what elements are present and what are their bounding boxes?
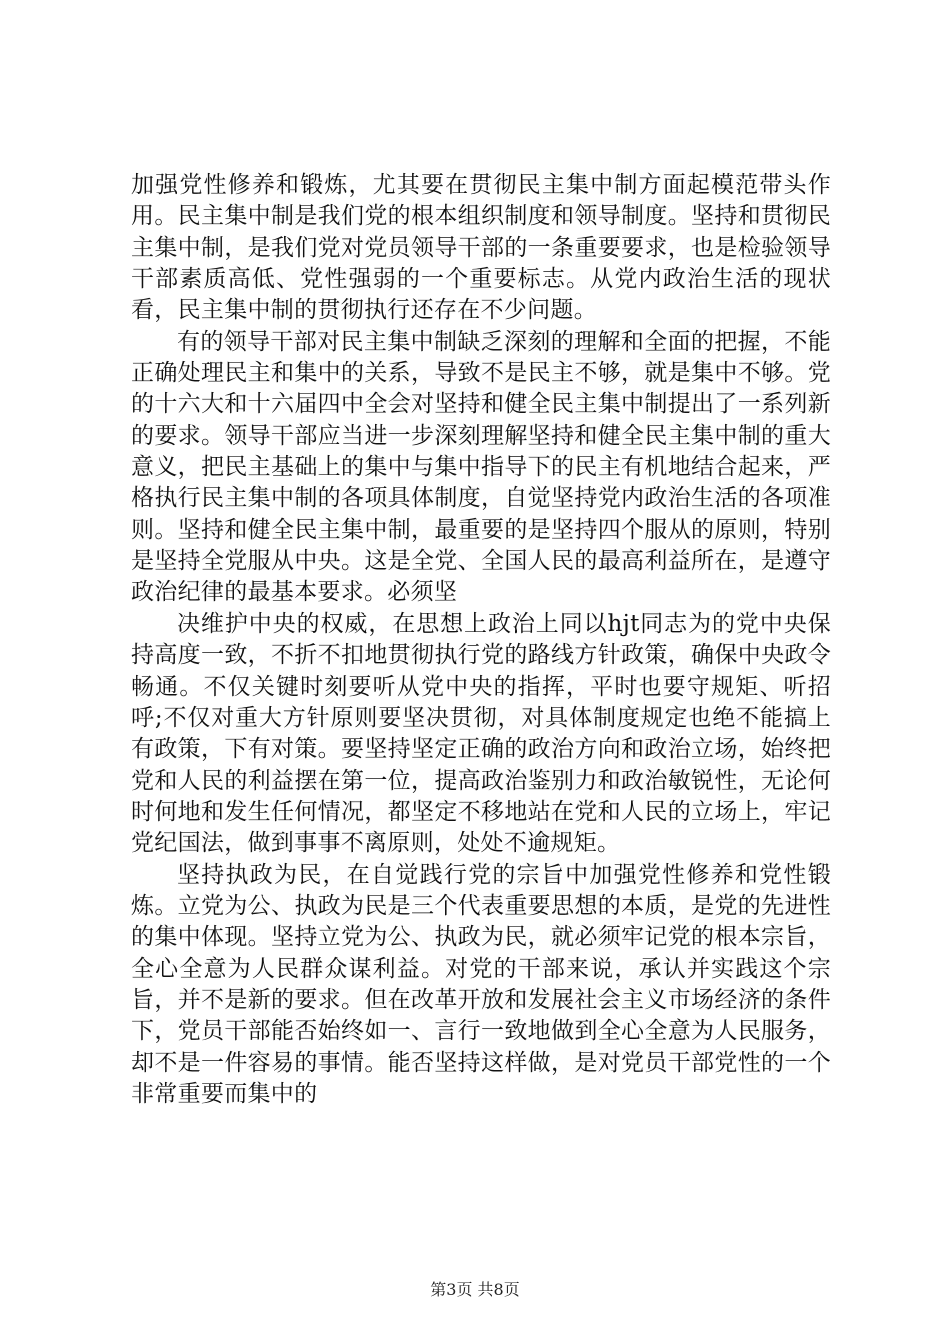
paragraph-2: 有的领导干部对民主集中制缺乏深刻的理解和全面的把握，不能正确处理民主和集中的关系，导致不是民主不够，就是集中不够。党的十六大和十六届四中全会对坚持和健全民主集中制提出了一系列新的要求。领导干部应当进一步深刻理解坚持和健全民主集中制的重大意义，把民主基础上的集中与集中指导下的民主有机地结合起来，严格执行民主集中制的各项具体制度，自觉坚持党内政治生活的各项准则。坚持和健全民主集中制，最重要的是坚持四个服从的原则，特别是坚持全党服从中央。这是全党、全国人民的最高利益所在，是遵守政治纪律的最基本要求。必须坚 (131, 328, 831, 606)
document-body (131, 170, 831, 1110)
paragraph-3: 决维护中央的权威，在思想上政治上同以hjt同志为的党中央保持高度一致，不折不扣地贯彻执行党的路线方针政策，确保中央政令畅通。不仅关键时刻要听从党中央的指挥，平时也要守规矩、听招呼;不仅对重大方针原则要坚决贯彻，对具体制度规定也绝不能搞上有政策，下有对策。要坚持坚定正确的政治方向和政治立场，始终把党和人民的利益摆在第一位，提高政治鉴别力和政治敏锐性，无论何时何地和发生任何情况，都坚定不移地站在党和人民的立场上，牢记党纪国法，做到事事不离原则，处处不逾规矩。 (131, 610, 831, 857)
paragraph-4: 坚持执政为民，在自觉践行党的宗旨中加强党性修养和党性锻炼。立党为公、执政为民是三个代表重要思想的本质，是党的先进性的集中体现。坚持立党为公、执政为民，就必须牢记党的根本宗旨，全心全意为人民群众谋利益。对党的干部来说，承认并实践这个宗旨，并不是新的要求。但在改革开放和发展社会主义市场经济的条件下，党员干部能否始终如一、言行一致地做到全心全意为人民服务，却不是一件容易的事情。能否坚持这样做，是对党员干部党性的一个非常重要而集中的 (131, 861, 831, 1107)
paragraph-1: 加强党性修养和锻炼，尤其要在贯彻民主集中制方面起模范带头作用。民主集中制是我们党的根本组织制度和领导制度。坚持和贯彻民主集中制，是我们党对党员领导干部的一条重要要求，也是检验领导干部素质高低、党性强弱的一个重要标志。从党内政治生活的现状看，民主集中制的贯彻执行还存在不少问题。 (131, 172, 831, 324)
page-number-footer: 第3页 共8页 (430, 1280, 520, 1299)
